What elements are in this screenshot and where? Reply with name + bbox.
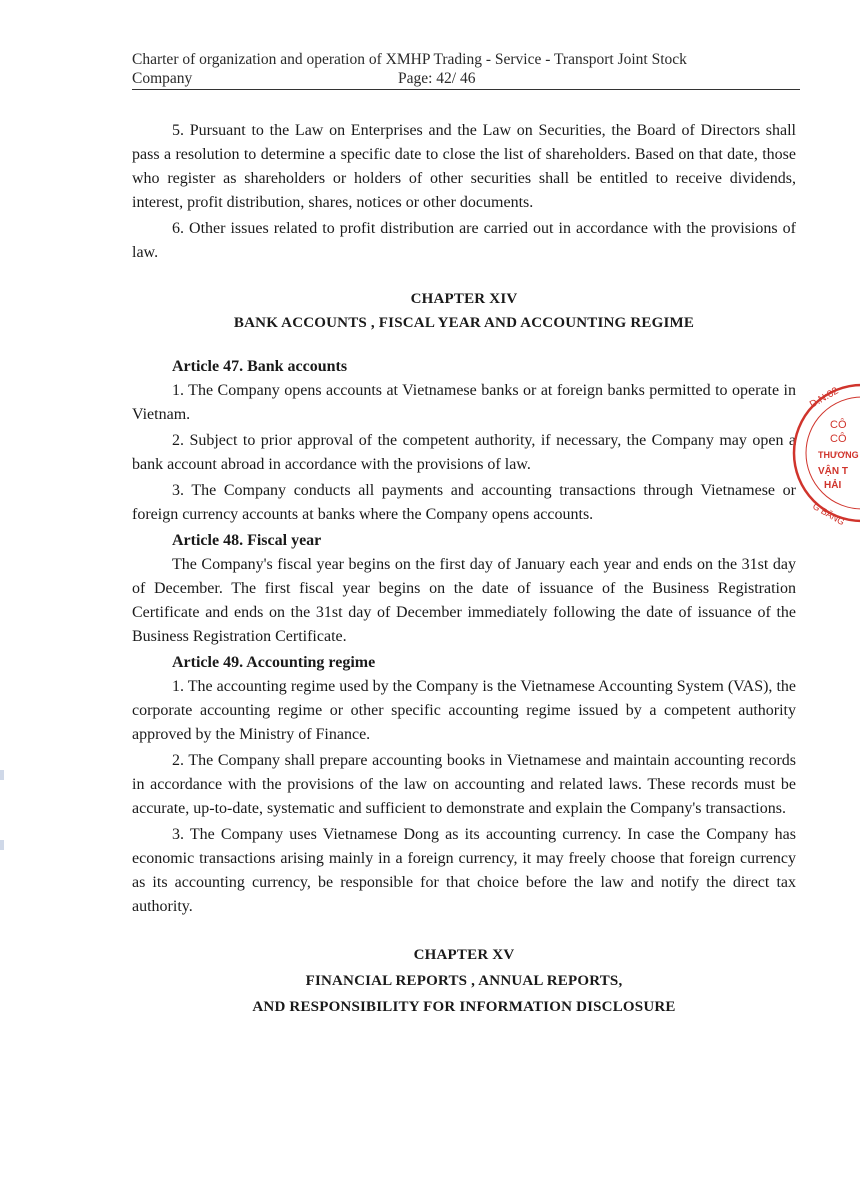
seal-text-3: THƯƠNG [818,450,859,460]
article-47-item-3: 3. The Company conducts all payments and accounting transactions through Vietnamese or foreign currency accounts at banks where the Company opens accounts. [132,482,796,523]
company-seal-stamp [790,378,860,528]
chapter-14-title: CHAPTER XIV [410,291,518,307]
article-49-title: Article 49. Accounting regime [172,654,376,671]
article-47-item-1: 1. The Company opens accounts at Vietnamese banks or at foreign banks permitted to operate in Vietnam. [132,382,796,423]
seal-text-1: CÔ [830,419,847,431]
chapter-15-line2: AND RESPONSIBILITY FOR INFORMATION DISCLOSURE [252,999,676,1015]
seal-text-4: VẬN T [818,466,848,477]
chapter-15-line1: FINANCIAL REPORTS , ANNUAL REPORTS, [305,973,623,989]
paragraph-6: 6. Other issues related to profit distribution are carried out in accordance with the provisions of law. [132,220,796,261]
page-header [132,50,800,90]
article-49-item-2: 2. The Company shall prepare accounting books in Vietnamese and maintain accounting records in accordance with the provisions of the law on accounting and related laws. These records must be accurate, up-to-date, systematic and sufficient to demonstrate and explain the Company's transactions. [132,752,796,817]
seal-graphic [790,378,860,528]
document-body [132,119,796,1019]
article-49-item-3: 3. The Company uses Vietnamese Dong as its accounting currency. In case the Company has economic transactions arising mainly in a foreign currency, it may freely choose that foreign currency as its accounting currency, be responsible for that choice before the law and notify the direct tax authority. [132,826,796,915]
seal-text-6: G BĂNG [811,501,847,528]
seal-text-5: HẢI [824,480,842,491]
scan-edge-mark [0,770,4,780]
chapter-14-subtitle: BANK ACCOUNTS , FISCAL YEAR AND ACCOUNTING REGIME [233,315,695,331]
article-47-title: Article 47. Bank accounts [172,358,348,375]
article-48-text: The Company's fiscal year begins on the first day of January each year and ends on the 31st day of December. The first fiscal year begins on the date of issuance of the Business Registration Certificate and ends on the 31st day of December immediately following the date of issuance of the Business Registration Certificate. [132,556,796,645]
scan-edge-mark [0,840,4,850]
seal-text-2: CÔ [830,433,847,445]
chapter-15-title: CHAPTER XV [413,947,515,963]
article-48-title: Article 48. Fiscal year [172,532,322,549]
paragraph-5: 5. Pursuant to the Law on Enterprises and the Law on Securities, the Board of Directors shall pass a resolution to determine a specific date to close the list of shareholders. Based on that date, those who register as shareholders or holders of other securities shall be entitled to receive dividends, interest, profit distribution, shares, notices or other documents. [132,122,796,211]
article-47-item-2: 2. Subject to prior approval of the competent authority, if necessary, the Company may open a bank account abroad in accordance with the provisions of law. [132,432,796,473]
article-49-item-1: 1. The accounting regime used by the Company is the Vietnamese Accounting System (VAS), the corporate accounting regime or other specific accounting regime issued by a competent authority approved by the Ministry of Finance. [132,678,796,743]
header-title-line2: Company [132,70,193,87]
header-title-line1: Charter of organization and operation of XMHP Trading - Service - Transport Joint Stock [132,51,687,68]
page-number: Page: 42/ 46 [398,70,476,87]
seal-text-0: D.N:02 [808,385,841,411]
